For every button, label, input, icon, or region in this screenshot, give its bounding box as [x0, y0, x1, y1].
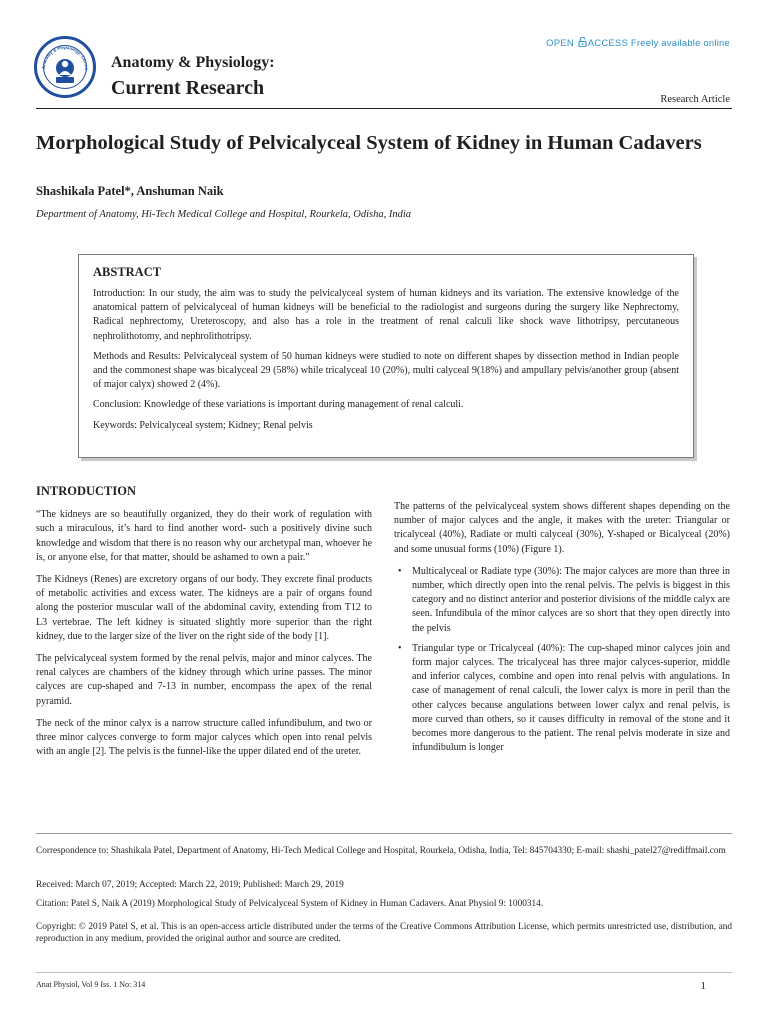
abstract-introduction: Introduction: In our study, the aim was to study the pelvicalyceal system of human kidneys and its variation. The extensive knowledge of the anatomical pattern of pelvicalyceal of human kidneys will be beneficial to the radiologist and surgeons during the surgery like Nephrectomy, Radical nephrectomy, Ureteroscopy, and also has a role in the treatment of renal calculi like shock wave lithotripsy, percutaneous nephrolithotomy, and nephrolithotripsy. [93, 288, 679, 342]
bullet-icon: • [398, 642, 402, 654]
intro-paragraph-minor-calyx: The neck of the minor calyx is a narrow structure called infundibulum, and two or three minor calyces converge to form major calyces which open into renal pelvis with an angle [2]. The pelvis is the funnel-like the upper dilated end of the ureter. [36, 717, 372, 758]
intro-paragraph-patterns: The patterns of the pelvicalyceal system shows different shapes depending on the number of major calyces and the angle, it makes with the ureter: Triangular or tricalyceal (40%), Radiate or multi calyceal (30%), Y-shaped or Bicalyceal (20%) and some unusual forms (10%) (Figure 1). [394, 501, 730, 555]
page-number: 1 [700, 980, 706, 992]
left-column [36, 484, 372, 767]
abstract-methods: Methods and Results: Pelvicalyceal system of 50 human kidneys were studied to note on different shapes by dissection method in Indian people and the commonest shape was bicalyceal 29 (58%) while tricalyceal 10 (20%), multi calyceal 9(18%) and ampullary pelvis/another group (absent of major calyx) showed 2 (4%). [93, 350, 679, 391]
introduction-heading: INTRODUCTION [36, 484, 137, 498]
abstract-heading: ABSTRACT [93, 265, 162, 279]
logo-text: Anatomy & Physiology: Curren [40, 44, 90, 71]
abstract-keywords: Keywords: Pelvicalyceal system; Kidney; Renal pelvis [93, 419, 313, 431]
copyright-note: Copyright: © 2019 Patel S, et al. This is an open-access article distributed under the terms of the Creative Commons Attribution License, which permits unrestricted use, distribution, and reproduction in any medium, provided the original author and source are credited. [36, 922, 732, 944]
access-label: ACCESS [587, 38, 629, 49]
author-affiliation: Department of Anatomy, Hi-Tech Medical College and Hospital, Rourkela, Odisha, India [36, 209, 412, 220]
intro-paragraph-pelvicalyceal: The pelvicalyceal system formed by the renal pelvis, major and minor calyces. The renal calyces are chambers of the kidney through which urine passes. The minor calyces are cup-shaped and 7-13 in number, encompass the apex of the renal pyramid. [36, 653, 372, 707]
article-authors: Shashikala Patel*, Anshuman Naik [36, 184, 224, 198]
page-footer-divider [36, 972, 732, 973]
pattern-list [394, 565, 730, 756]
intro-paragraph-quote: “The kidneys are so beautifully organized, they do their work of regulation with such a miraculous, it’s hard to find another word- such a positively divine such knowledge and wisdom that there is no reason why our archetypal man, whoever he is, or anyone else, for that matter, should be ashamed to own a pair.” [36, 509, 373, 563]
list-item [394, 565, 730, 636]
list-item-text: Multicalyceal or Radiate type (30%): The major calyces are more than three in number, which directly open into the renal pelvis. The pelvis is biggest in this category and no distinct anterior and posterior divisions of the middle calyx are seen. Infundibula of the minor calyces are so short that they open directly into the pelvis [412, 565, 730, 634]
dates-note: Received: March 07, 2019; Accepted: March 22, 2019; Published: March 29, 2019 [36, 880, 344, 890]
journal-logo [34, 36, 96, 98]
footnote-divider [36, 833, 732, 834]
journal-name-line2: Current Research [111, 77, 265, 99]
article-type: Research Article [660, 94, 730, 105]
citation-note: Citation: Patel S, Naik A (2019) Morphological Study of Pelvicalyceal System of Kidney in Human Cadavers. Anat Physiol 9: 1000314. [36, 899, 544, 909]
open-lock-icon [578, 37, 587, 47]
article-title: Morphological Study of Pelvicalyceal System of Kidney in Human Cadavers [36, 132, 702, 154]
open-access-badge [546, 37, 730, 49]
list-item [394, 642, 730, 756]
journal-name-line1: Anatomy & Physiology: [111, 54, 275, 71]
open-label: OPEN [546, 38, 574, 49]
abstract-box [78, 254, 694, 458]
correspondence-note: Correspondence to: Shashikala Patel, Department of Anatomy, Hi-Tech Medical College and Hospital, Rourkela, Odisha, India, Tel: 845704330; E-mail: shashi_patel27@rediffmail.com [36, 846, 726, 856]
header-divider [36, 108, 732, 109]
intro-paragraph-kidneys: The Kidneys (Renes) are excretory organs of our body. They excrete final products of metabolic activities and excess water. The kidneys are a pair of organs found along the posterior muscular wall of the abdominal cavity, extending from T12 to L3 vertebrae. The left kidney is situated slightly more superior than the right kidney, due to the larger size of the liver on the right side of the body [1]. [36, 574, 372, 642]
bullet-icon: • [398, 565, 402, 577]
freely-available-label: Freely available online [630, 38, 730, 49]
page-footer-source: Anat Physiol, Vol 9 Iss. 1 No: 314 [36, 980, 146, 989]
abstract-conclusion: Conclusion: Knowledge of these variations is important during management of renal calculi. [93, 399, 464, 411]
list-item-text: Triangular type or Tricalyceal (40%): The cup-shaped minor calyces join and form major calyces. The tricalyceal has three major calyces-superior, middle and inferior calyces, combine and open into renal pelvis with angulations. In case of management of renal calculi, the lower calyx is more in peril than the other calyces because angulations between lower calyx and renal pelvis, is more curved than others, so it causes difficulty in removal of the stone and it becomes more dangerous to the patient. The renal pelvis moderate in size and infundibulum is longer [412, 642, 730, 754]
right-column [394, 500, 730, 761]
